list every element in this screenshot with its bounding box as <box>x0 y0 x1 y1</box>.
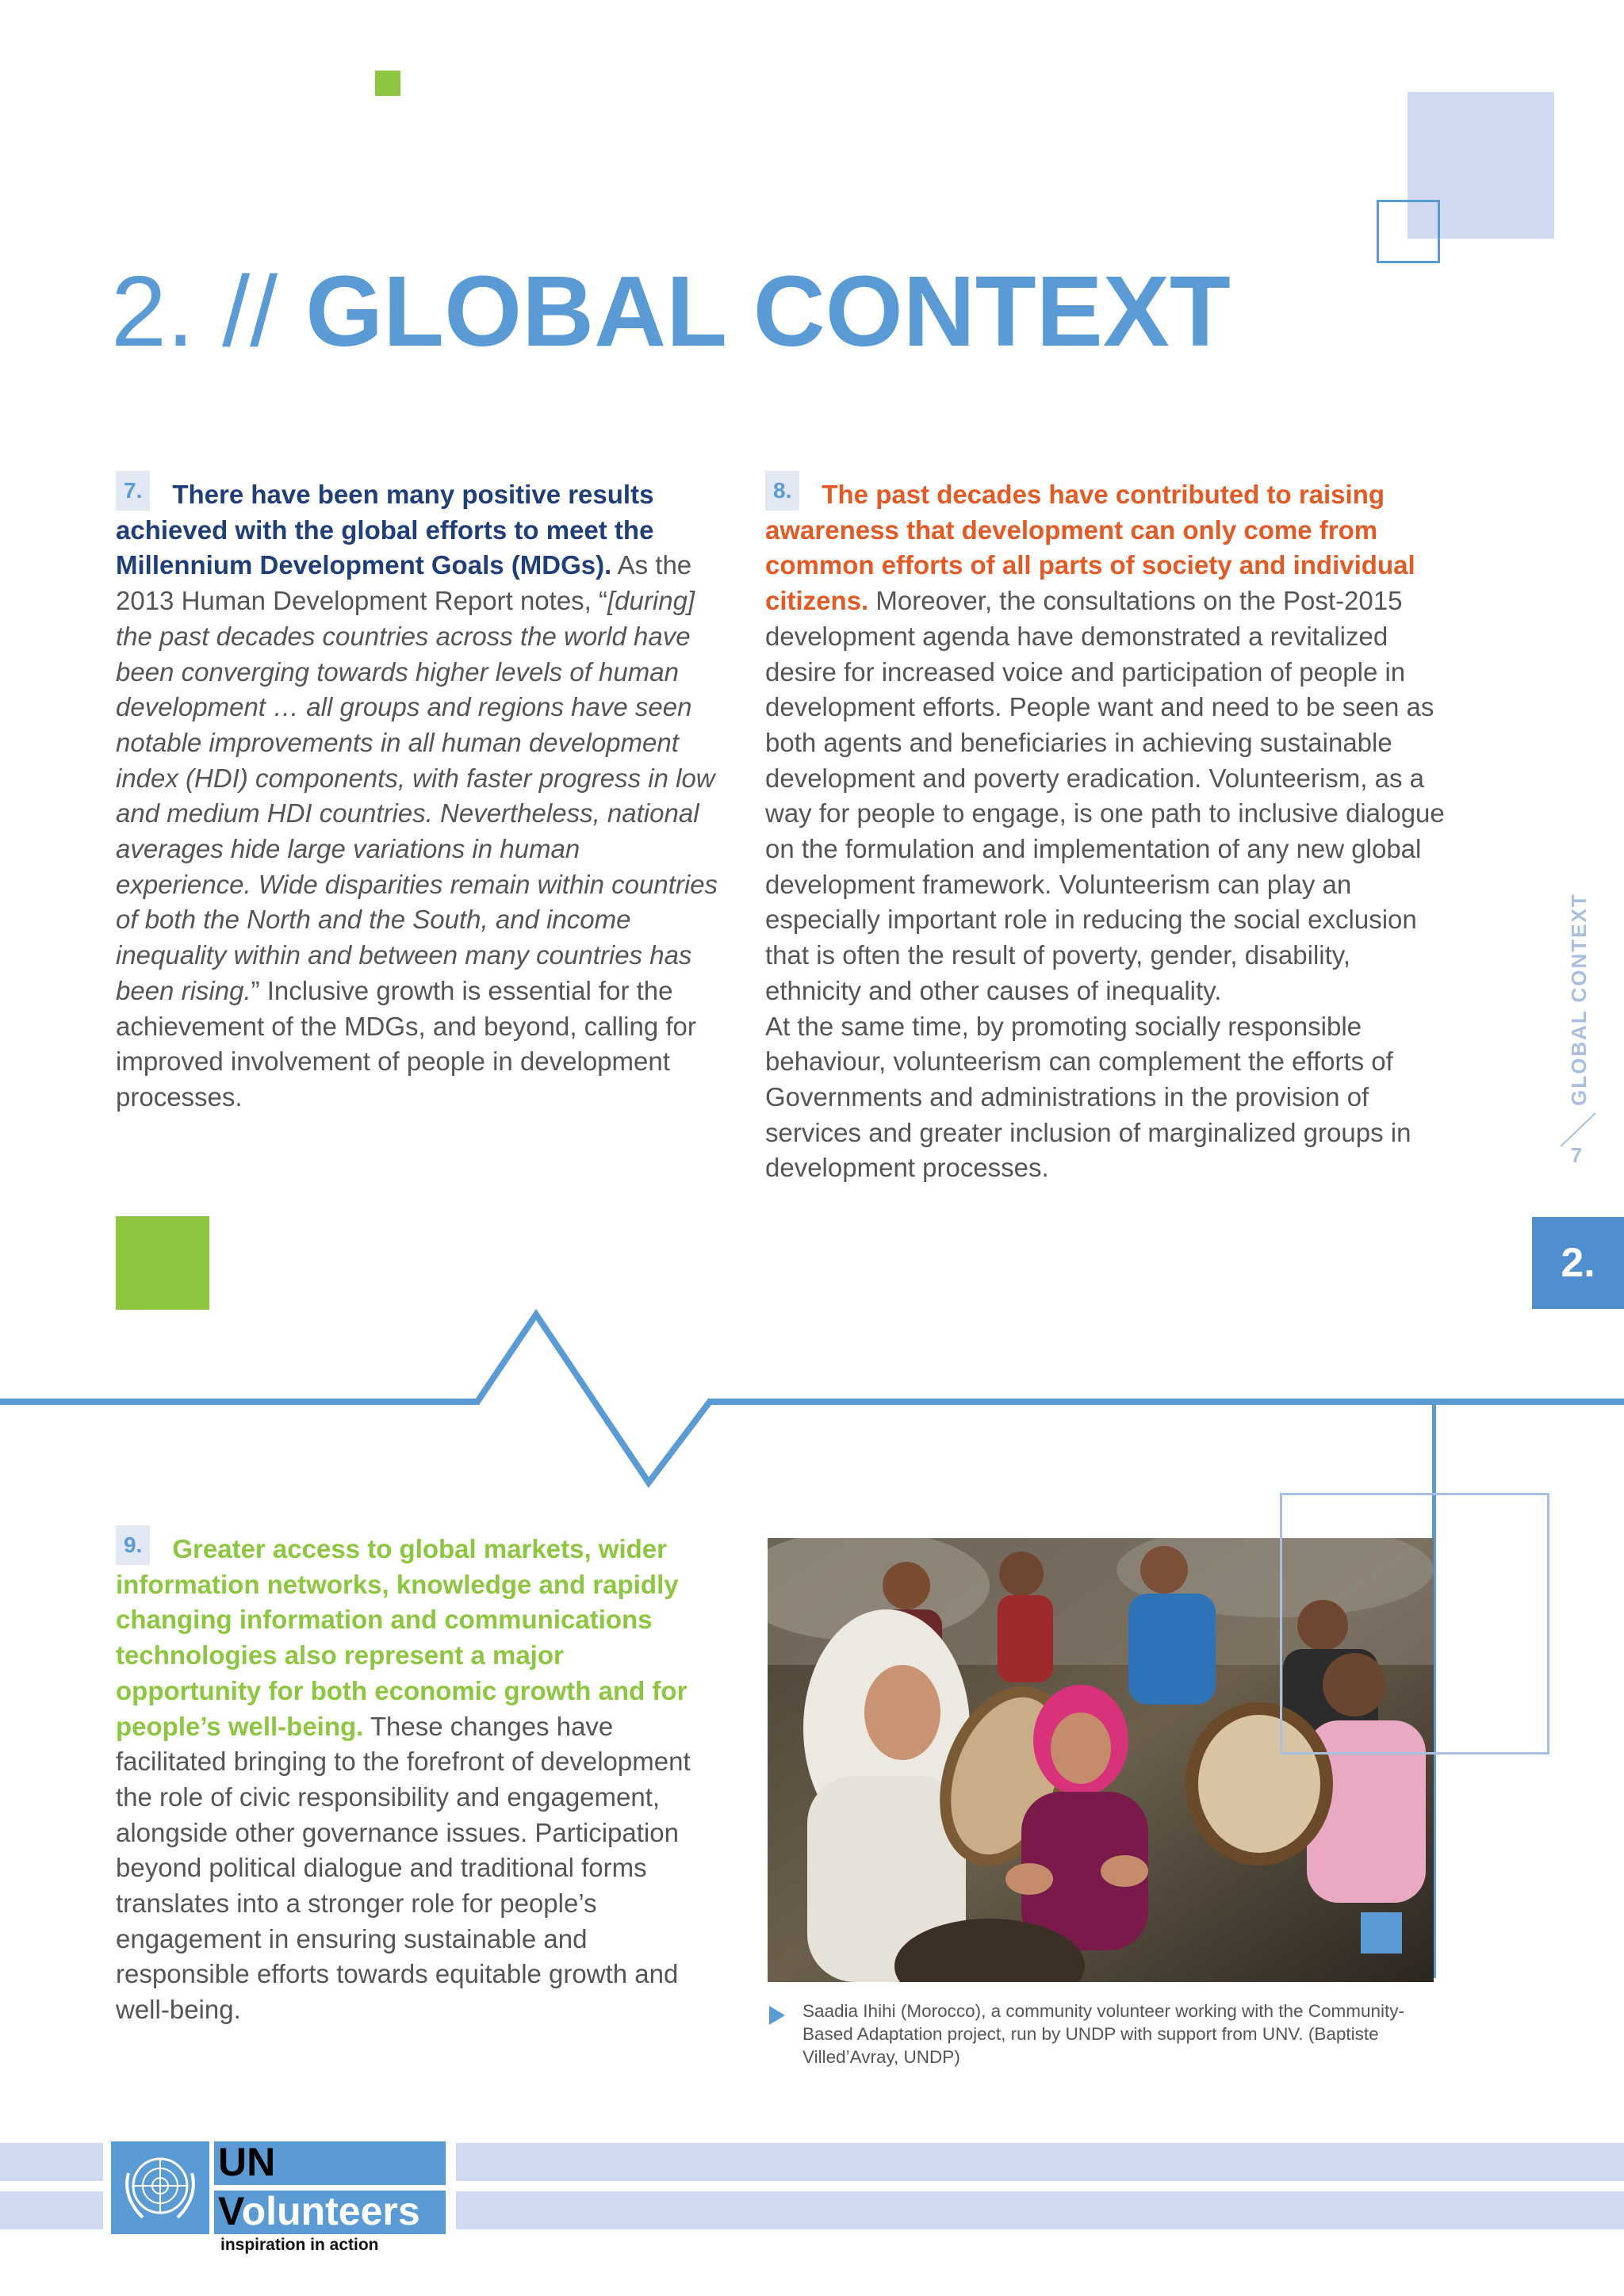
decorative-square-green <box>116 1216 209 1310</box>
logo-volunteers-rest: olunteers <box>241 2189 420 2233</box>
paragraph-lead: There have been many positive results achieved with the global efforts to meet the Millennium Development Goals (MDGs). <box>116 480 654 580</box>
paragraph-text: At the same time, by promoting socially responsible behaviour, volunteerism can complement the efforts of Governments and administrations in the provision of services and greater inclusion of marginalized groups in development processes. <box>765 1011 1411 1183</box>
logo-tagline: inspiration in action <box>220 2236 379 2254</box>
paragraph-lead: Greater access to global markets, wider information networks, knowledge and rapidly changing information and communications technologies also represent a major opportunity for both economic growth and for people’s well-being. <box>116 1534 688 1741</box>
logo-volunteers-text <box>218 2188 420 2234</box>
paragraph-text: Moreover, the consultations on the Post-2015 development agenda have demonstrated a revitalized desire for increased voice and participation of people in development efforts. People want and need to be seen as both agents and beneficiaries in achieving sustainable development and poverty eradication. Volunteerism, as a way for people to engage, is one path to inclusive dialogue on the formulation and implementation of any new global development framework. Volunteerism can play an especially important role in reducing the social exclusion that is often the result of poverty, gender, disability, ethnicity and other causes of inequality. <box>765 586 1445 1005</box>
paragraph-7 <box>116 477 718 1115</box>
paragraph-number-badge: 8. <box>765 471 799 511</box>
page-number: 7 <box>1570 1143 1583 1167</box>
side-section-label-text: GLOBAL CONTEXT <box>1567 893 1591 1106</box>
photo-decorative-outline <box>1280 1493 1549 1755</box>
un-emblem-icon <box>111 2141 209 2234</box>
decorative-square-green-small <box>375 71 400 96</box>
paragraph-8 <box>765 477 1447 1186</box>
logo-volunteers-initial: V <box>218 2189 242 2233</box>
paragraph-text: These changes have facilitated bringing to the forefront of development the role of civic responsibility and engagement, alongside other governance issues. Participation beyond political dialogue and traditional forms translates into a stronger role for people’s engagement in ensuring sustainable and responsible efforts towards equitable growth and well-being. <box>116 1711 691 2025</box>
paragraph-text: As the 2013 Human Development Report notes, “ <box>116 550 692 616</box>
paragraph-quote: [during] the past decades countries across the world have been converging towards higher levels of human development … all groups and regions have seen notable improvements in all human development index (HDI) components, with faster progress in low and medium HDI countries. Nevertheless, national averages hide large variations in human experience. Wide disparities remain within countries of both the North and the South, and income inequality within and between many countries has been rising. <box>116 586 718 1005</box>
paragraph-text: ” Inclusive growth is essential for the achievement of the MDGs, and beyond, calling for improved involvement of people in development processes. <box>116 975 696 1112</box>
page-title-text: GLOBAL CONTEXT <box>305 255 1231 367</box>
paragraph-9 <box>116 1532 695 2028</box>
page-title-number: 2. // <box>111 255 278 367</box>
paragraph-number-badge: 7. <box>116 471 150 511</box>
page-title <box>111 252 1231 371</box>
section-divider <box>0 1300 1624 1490</box>
section-tab: 2. <box>1532 1217 1624 1309</box>
logo-un-text: UN <box>218 2140 276 2184</box>
decorative-square-outline <box>1377 200 1440 263</box>
photo-decorative-square <box>1361 1912 1402 1954</box>
paragraph-lead: The past decades have contributed to raising awareness that development can only come from common efforts of all parts of society and individual citizens. <box>765 480 1415 616</box>
paragraph-number-badge: 9. <box>116 1525 150 1565</box>
photo-caption: Saadia Ihihi (Morocco), a community volunteer working with the Community-Based Adaptation project, run by UNDP with support from UNV. (Baptiste Villed’Avray, UNDP) <box>802 2001 1405 2067</box>
caption-arrow-icon <box>769 2006 785 2025</box>
